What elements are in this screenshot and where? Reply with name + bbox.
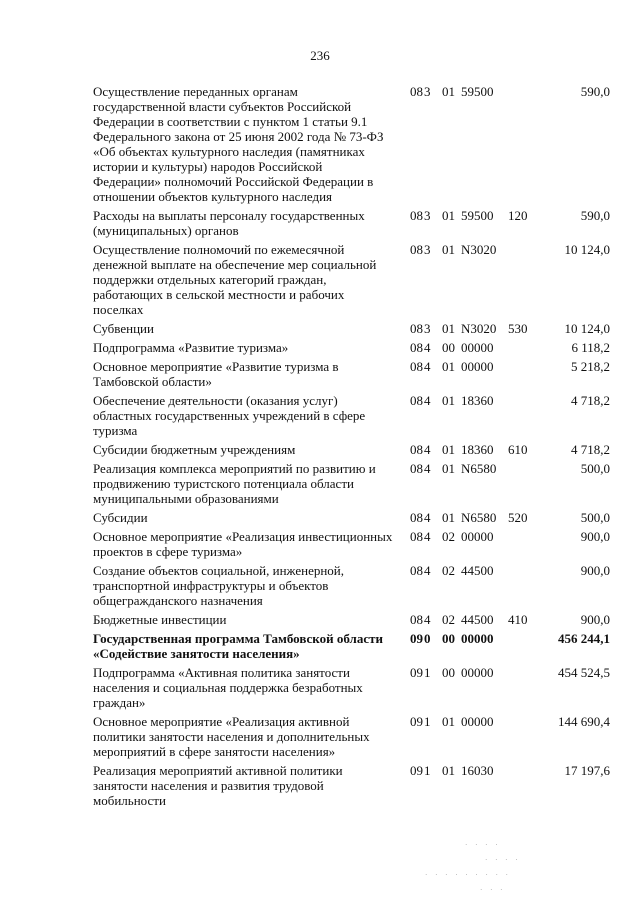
code-direction: 18360 <box>461 393 494 408</box>
row-amount: 144 690,4 <box>558 714 610 729</box>
page-number: 236 <box>310 48 330 63</box>
code-program: 3 <box>424 84 431 99</box>
row-amount: 900,0 <box>580 529 610 544</box>
row-name: Субвенции <box>93 321 154 336</box>
code-direction: N3020 <box>461 242 497 257</box>
code-expense-type: 530 <box>508 321 528 336</box>
code-direction: 44500 <box>461 612 494 627</box>
code-section: 08 <box>410 242 423 257</box>
table-row <box>0 359 640 389</box>
code-group: 01 <box>442 208 455 223</box>
row-amount: 900,0 <box>580 612 610 627</box>
row-amount: 4 718,2 <box>571 393 610 408</box>
table-row <box>0 631 640 661</box>
table-row <box>0 763 640 808</box>
row-amount: 17 197,6 <box>564 763 610 778</box>
code-group: 00 <box>442 340 455 355</box>
code-group: 02 <box>442 563 455 578</box>
code-group: 01 <box>442 714 455 729</box>
budget-table <box>0 84 640 812</box>
code-section: 09 <box>410 631 423 646</box>
code-section: 09 <box>410 665 423 680</box>
code-direction: 00000 <box>461 340 494 355</box>
code-direction: 16030 <box>461 763 494 778</box>
code-section: 08 <box>410 340 423 355</box>
code-group: 01 <box>442 510 455 525</box>
row-amount: 456 244,1 <box>558 631 610 646</box>
code-section: 09 <box>410 763 423 778</box>
code-group: 01 <box>442 321 455 336</box>
row-name: Основное мероприятие «Реализация активной политики занятости населения и дополнительных мероприятий в сфере занятости населения» <box>93 714 370 759</box>
row-name: Осуществление полномочий по ежемесячной денежной выплате на обеспечение мер социальной поддержки отдельных категорий граждан, работающих в сельской местности и рабочих поселках <box>93 242 377 317</box>
code-group: 02 <box>442 529 455 544</box>
row-name: Осуществление переданных органам государственной власти субъектов Российской Федерации в соответствии с пунктом 1 статьи 9.1 Федерального закона от 25 июня 2002 года № 73-ФЗ «Об объектах культурного наследия (памятниках истории и культуры) народов Российской Федерации» полномочий Российской Федерации в отношении объектов культурного наследия <box>93 84 384 204</box>
row-amount: 500,0 <box>580 510 610 525</box>
row-amount: 10 124,0 <box>564 321 610 336</box>
code-expense-type: 610 <box>508 442 528 457</box>
code-direction: 18360 <box>461 442 494 457</box>
code-group: 02 <box>442 612 455 627</box>
row-name: Расходы на выплаты персоналу государственных (муниципальных) органов <box>93 208 365 238</box>
row-amount: 6 118,2 <box>571 340 610 355</box>
table-row <box>0 714 640 759</box>
code-section: 08 <box>410 442 423 457</box>
code-section: 08 <box>410 321 423 336</box>
code-direction: 44500 <box>461 563 494 578</box>
code-group: 01 <box>442 442 455 457</box>
code-direction: N6580 <box>461 461 497 476</box>
code-section: 09 <box>410 714 423 729</box>
row-amount: 500,0 <box>580 461 610 476</box>
row-name: Обеспечение деятельности (оказания услуг) областных государственных учреждений в сфере туризма <box>93 393 366 438</box>
code-expense-type: 520 <box>508 510 528 525</box>
code-program: 4 <box>424 612 431 627</box>
row-amount: 590,0 <box>580 208 610 223</box>
row-name: Субсидии <box>93 510 148 525</box>
table-row <box>0 665 640 710</box>
row-name: Бюджетные инвестиции <box>93 612 227 627</box>
code-group: 01 <box>442 461 455 476</box>
table-row <box>0 563 640 608</box>
code-section: 08 <box>410 84 423 99</box>
row-amount: 590,0 <box>580 84 610 99</box>
code-section: 08 <box>410 208 423 223</box>
table-row <box>0 529 640 559</box>
code-expense-type: 120 <box>508 208 528 223</box>
row-name: Государственная программа Тамбовской области «Содействие занятости населения» <box>93 631 383 661</box>
code-direction: 00000 <box>461 714 494 729</box>
code-group: 01 <box>442 393 455 408</box>
code-expense-type: 410 <box>508 612 528 627</box>
table-row <box>0 510 640 525</box>
code-section: 08 <box>410 563 423 578</box>
table-row <box>0 340 640 355</box>
code-program: 1 <box>424 763 431 778</box>
row-name: Подпрограмма «Развитие туризма» <box>93 340 289 355</box>
table-row <box>0 242 640 317</box>
code-program: 3 <box>424 242 431 257</box>
code-section: 08 <box>410 359 423 374</box>
code-section: 08 <box>410 461 423 476</box>
row-name: Основное мероприятие «Реализация инвестиционных проектов в сфере туризма» <box>93 529 393 559</box>
code-program: 4 <box>424 461 431 476</box>
table-row <box>0 84 640 204</box>
code-group: 00 <box>442 631 455 646</box>
table-row <box>0 442 640 457</box>
table-row <box>0 612 640 627</box>
row-name: Создание объектов социальной, инженерной, транспортной инфраструктуры и объектов общегражданского назначения <box>93 563 344 608</box>
code-direction: 59500 <box>461 84 494 99</box>
code-direction: 00000 <box>461 631 494 646</box>
table-row <box>0 461 640 506</box>
stamp-smudge: · · · · · · · · · · · · · · · · · · · · <box>425 841 521 894</box>
row-name: Подпрограмма «Активная политика занятости населения и социальная поддержка безработных граждан» <box>93 665 363 710</box>
row-amount: 900,0 <box>580 563 610 578</box>
table-row <box>0 321 640 336</box>
code-program: 4 <box>424 529 431 544</box>
code-program: 4 <box>424 510 431 525</box>
code-section: 08 <box>410 612 423 627</box>
code-group: 01 <box>442 84 455 99</box>
code-program: 4 <box>424 563 431 578</box>
code-section: 08 <box>410 510 423 525</box>
code-program: 3 <box>424 321 431 336</box>
code-program: 0 <box>424 631 431 646</box>
code-direction: 00000 <box>461 529 494 544</box>
code-section: 08 <box>410 393 423 408</box>
row-amount: 10 124,0 <box>564 242 610 257</box>
code-direction: 00000 <box>461 359 494 374</box>
table-row <box>0 208 640 238</box>
code-direction: 00000 <box>461 665 494 680</box>
row-amount: 454 524,5 <box>558 665 610 680</box>
row-name: Субсидии бюджетным учреждениям <box>93 442 296 457</box>
code-program: 1 <box>424 714 431 729</box>
code-group: 01 <box>442 242 455 257</box>
code-group: 01 <box>442 763 455 778</box>
code-direction: N6580 <box>461 510 497 525</box>
code-program: 4 <box>424 442 431 457</box>
row-name: Реализация мероприятий активной политики занятости населения и развития трудовой мобильности <box>93 763 343 808</box>
row-name: Реализация комплекса мероприятий по развитию и продвижению туристского потенциала области муниципальными образованиями <box>93 461 376 506</box>
row-amount: 5 218,2 <box>571 359 610 374</box>
code-section: 08 <box>410 529 423 544</box>
code-group: 00 <box>442 665 455 680</box>
row-name: Основное мероприятие «Развитие туризма в Тамбовской области» <box>93 359 339 389</box>
code-direction: 59500 <box>461 208 494 223</box>
table-row <box>0 393 640 438</box>
code-program: 4 <box>424 340 431 355</box>
code-program: 3 <box>424 208 431 223</box>
code-direction: N3020 <box>461 321 497 336</box>
code-program: 1 <box>424 665 431 680</box>
row-amount: 4 718,2 <box>571 442 610 457</box>
code-program: 4 <box>424 393 431 408</box>
code-program: 4 <box>424 359 431 374</box>
code-group: 01 <box>442 359 455 374</box>
